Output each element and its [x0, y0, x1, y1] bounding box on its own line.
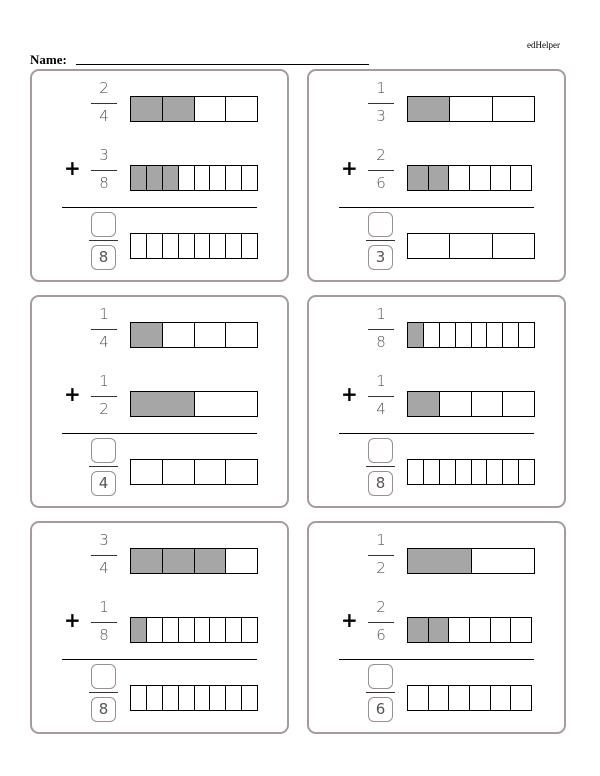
bar-cell — [179, 166, 195, 190]
answer-denominator-box[interactable]: 8 — [368, 471, 393, 496]
bar-cell — [408, 323, 424, 347]
addend-1-denominator: 4 — [99, 559, 109, 577]
bar-cell — [242, 166, 257, 190]
addend-2-denominator: 8 — [99, 626, 109, 644]
addend-2-denominator: 6 — [376, 626, 386, 644]
bar-cell — [456, 323, 472, 347]
bar-cell — [440, 323, 456, 347]
name-label: Name: — [30, 52, 67, 67]
answer-fraction-bar-model — [407, 685, 532, 711]
sum-line — [339, 207, 534, 208]
addend-2-fraction-bar-model — [130, 617, 258, 643]
name-line[interactable] — [76, 64, 369, 65]
bar-cell — [131, 166, 147, 190]
bar-cell — [131, 323, 163, 347]
sum-line — [62, 659, 257, 660]
addend-2-fraction-bar — [368, 622, 394, 623]
bar-cell — [456, 460, 472, 484]
bar-cell — [147, 686, 163, 710]
bar-cell — [163, 97, 195, 121]
bar-cell — [408, 686, 429, 710]
bar-cell — [511, 618, 531, 642]
bar-cell — [163, 234, 179, 258]
sum-line — [339, 659, 534, 660]
addend-2-numerator: 1 — [376, 372, 386, 390]
bar-cell — [503, 323, 519, 347]
bar-cell — [429, 618, 450, 642]
answer-denominator-box[interactable]: 3 — [368, 245, 393, 270]
addend-2-fraction-bar-model — [130, 165, 258, 191]
bar-cell — [503, 392, 534, 416]
bar-cell — [210, 686, 226, 710]
bar-cell — [408, 618, 429, 642]
bar-cell — [226, 166, 242, 190]
bar-cell — [163, 618, 179, 642]
answer-denominator-box[interactable]: 8 — [91, 697, 116, 722]
bar-cell — [408, 549, 472, 573]
answer-numerator-box[interactable] — [368, 664, 393, 689]
bar-cell — [179, 234, 195, 258]
addend-1-numerator: 2 — [99, 79, 109, 97]
addend-1-fraction-bar-model — [130, 548, 258, 574]
sum-line — [62, 207, 257, 208]
addend-1-denominator: 2 — [376, 559, 386, 577]
plus-sign: + — [341, 156, 358, 180]
bar-cell — [511, 166, 531, 190]
addend-2-fraction-bar — [368, 396, 394, 397]
addend-2-denominator: 2 — [99, 400, 109, 418]
answer-fraction-bar-model — [130, 233, 258, 259]
bar-cell — [163, 549, 195, 573]
addend-2-fraction-bar — [91, 622, 117, 623]
addend-1-fraction-bar — [91, 329, 117, 330]
bar-cell — [131, 686, 147, 710]
sum-line — [339, 433, 534, 434]
answer-fraction-bar-model — [130, 685, 258, 711]
addend-1-fraction-bar — [368, 555, 394, 556]
plus-sign: + — [341, 382, 358, 406]
bar-cell — [408, 392, 440, 416]
bar-cell — [195, 234, 211, 258]
answer-fraction-bar-model — [130, 459, 258, 485]
sum-line — [62, 433, 257, 434]
answer-denominator-box[interactable]: 8 — [91, 245, 116, 270]
addend-2-fraction-bar-model — [407, 617, 532, 643]
bar-cell — [210, 618, 226, 642]
answer-fraction-bar — [89, 240, 118, 241]
bar-cell — [226, 234, 242, 258]
bar-cell — [131, 460, 163, 484]
bar-cell — [131, 97, 163, 121]
bar-cell — [408, 97, 450, 121]
bar-cell — [242, 234, 257, 258]
bar-cell — [472, 549, 535, 573]
bar-cell — [226, 323, 257, 347]
addend-2-fraction-bar-model — [407, 165, 532, 191]
bar-cell — [226, 460, 257, 484]
bar-cell — [163, 323, 195, 347]
bar-cell — [408, 234, 450, 258]
answer-fraction-bar — [89, 692, 118, 693]
plus-sign: + — [64, 156, 81, 180]
bar-cell — [503, 460, 519, 484]
answer-numerator-box[interactable] — [91, 438, 116, 463]
bar-cell — [408, 460, 424, 484]
answer-denominator-box[interactable]: 4 — [91, 471, 116, 496]
bar-cell — [163, 460, 195, 484]
bar-cell — [491, 686, 512, 710]
bar-cell — [195, 97, 227, 121]
plus-sign: + — [64, 382, 81, 406]
addend-1-fraction-bar-model — [130, 96, 258, 122]
bar-cell — [195, 392, 258, 416]
bar-cell — [163, 686, 179, 710]
bar-cell — [131, 549, 163, 573]
addend-1-denominator: 8 — [376, 333, 386, 351]
addend-1-fraction-bar — [368, 103, 394, 104]
bar-cell — [195, 686, 211, 710]
answer-numerator-box[interactable] — [368, 212, 393, 237]
bar-cell — [449, 618, 470, 642]
bar-cell — [242, 686, 257, 710]
bar-cell — [472, 323, 488, 347]
bar-cell — [195, 166, 211, 190]
bar-cell — [195, 549, 227, 573]
bar-cell — [511, 686, 531, 710]
bar-cell — [226, 686, 242, 710]
addend-1-fraction-bar-model — [407, 548, 535, 574]
bar-cell — [424, 323, 440, 347]
answer-fraction-bar — [366, 240, 395, 241]
bar-cell — [131, 618, 147, 642]
bar-cell — [210, 234, 226, 258]
answer-fraction-bar-model — [407, 233, 535, 259]
bar-cell — [179, 686, 195, 710]
addend-1-denominator: 4 — [99, 107, 109, 125]
answer-fraction-bar — [89, 466, 118, 467]
bar-cell — [487, 323, 503, 347]
answer-fraction-bar — [366, 466, 395, 467]
addend-2-fraction-bar — [91, 170, 117, 171]
bar-cell — [440, 460, 456, 484]
bar-cell — [147, 618, 163, 642]
addend-1-numerator: 1 — [99, 305, 109, 323]
bar-cell — [226, 549, 257, 573]
bar-cell — [147, 166, 163, 190]
bar-cell — [226, 97, 257, 121]
bar-cell — [429, 166, 450, 190]
addend-2-numerator: 1 — [99, 598, 109, 616]
bar-cell — [195, 460, 227, 484]
addend-1-numerator: 1 — [376, 79, 386, 97]
addend-1-fraction-bar — [91, 555, 117, 556]
bar-cell — [493, 97, 534, 121]
addend-1-numerator: 1 — [376, 531, 386, 549]
bar-cell — [424, 460, 440, 484]
bar-cell — [429, 686, 450, 710]
addend-1-numerator: 3 — [99, 531, 109, 549]
bar-cell — [408, 166, 429, 190]
addend-1-fraction-bar-model — [407, 322, 535, 348]
bar-cell — [519, 323, 534, 347]
addend-2-denominator: 8 — [99, 174, 109, 192]
answer-fraction-bar-model — [407, 459, 535, 485]
bar-cell — [440, 392, 472, 416]
addend-2-fraction-bar-model — [407, 391, 535, 417]
plus-sign: + — [64, 608, 81, 632]
addend-2-fraction-bar — [368, 170, 394, 171]
bar-cell — [449, 166, 470, 190]
bar-cell — [210, 166, 226, 190]
answer-fraction-bar — [366, 692, 395, 693]
bar-cell — [163, 166, 179, 190]
bar-cell — [491, 166, 512, 190]
plus-sign: + — [341, 608, 358, 632]
addend-1-denominator: 3 — [376, 107, 386, 125]
addend-2-denominator: 6 — [376, 174, 386, 192]
bar-cell — [147, 234, 163, 258]
addend-2-numerator: 3 — [99, 146, 109, 164]
addend-1-fraction-bar-model — [130, 322, 258, 348]
bar-cell — [470, 166, 491, 190]
bar-cell — [195, 323, 227, 347]
bar-cell — [450, 97, 492, 121]
bar-cell — [226, 618, 242, 642]
bar-cell — [449, 686, 470, 710]
answer-numerator-box[interactable] — [91, 212, 116, 237]
addend-2-denominator: 4 — [376, 400, 386, 418]
addend-2-numerator: 2 — [376, 598, 386, 616]
bar-cell — [131, 234, 147, 258]
bar-cell — [472, 460, 488, 484]
bar-cell — [450, 234, 492, 258]
bar-cell — [470, 618, 491, 642]
bar-cell — [491, 618, 512, 642]
brand-label: edHelper — [527, 40, 560, 50]
addend-2-numerator: 1 — [99, 372, 109, 390]
addend-2-fraction-bar-model — [130, 391, 258, 417]
answer-numerator-box[interactable] — [368, 438, 393, 463]
answer-denominator-box[interactable]: 6 — [368, 697, 393, 722]
addend-1-fraction-bar — [91, 103, 117, 104]
bar-cell — [242, 618, 257, 642]
addend-2-fraction-bar — [91, 396, 117, 397]
addend-1-numerator: 1 — [376, 305, 386, 323]
addend-1-fraction-bar-model — [407, 96, 535, 122]
addend-2-numerator: 2 — [376, 146, 386, 164]
bar-cell — [493, 234, 534, 258]
bar-cell — [487, 460, 503, 484]
bar-cell — [470, 686, 491, 710]
answer-numerator-box[interactable] — [91, 664, 116, 689]
bar-cell — [472, 392, 504, 416]
bar-cell — [519, 460, 534, 484]
addend-1-denominator: 4 — [99, 333, 109, 351]
bar-cell — [179, 618, 195, 642]
bar-cell — [131, 392, 195, 416]
addend-1-fraction-bar — [368, 329, 394, 330]
bar-cell — [195, 618, 211, 642]
